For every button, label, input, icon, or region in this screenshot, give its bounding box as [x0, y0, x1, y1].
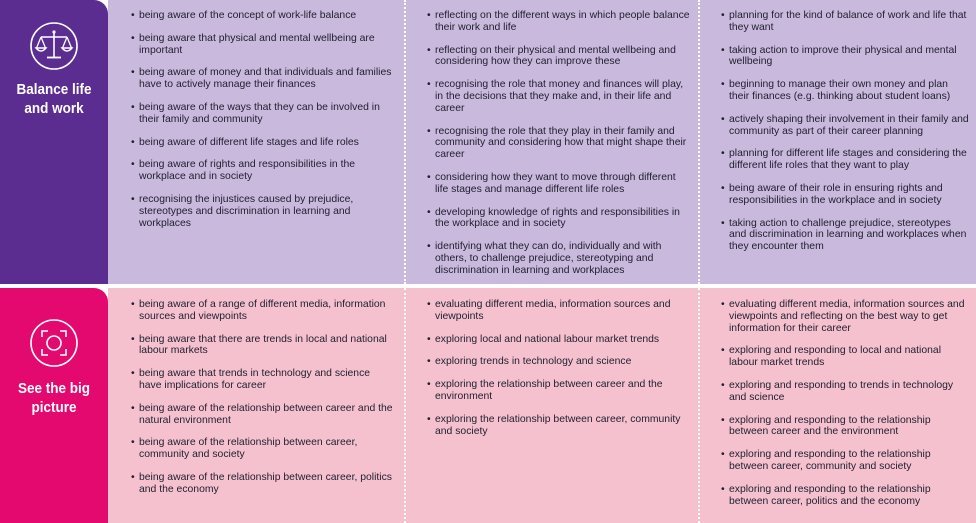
scales-icon [28, 20, 80, 72]
list-item: • exploring and responding to trends in technology and science [722, 380, 970, 404]
picture-content [108, 288, 976, 523]
list-item: • being aware of the ways that they can be involved in their family and community [132, 102, 394, 126]
list-item: • evaluating different media, information sources and viewpoints and reflecting on the best way to get information for their career [722, 299, 970, 334]
list-item: • being aware of a range of different media, information sources and viewpoints [132, 299, 394, 323]
list-item: • exploring and responding to local and national labour market trends [722, 345, 970, 369]
big-picture-section [0, 288, 976, 523]
list-item: • identifying what they can do, individually and with others, to challenge prejudice, stereotyping and discrimination in learning and workplaces [428, 241, 690, 276]
list-item: • exploring trends in technology and science [428, 356, 690, 368]
balance-title: Balance life and work [16, 81, 92, 117]
list-item: • being aware of their role in ensuring rights and responsibilities in the workplace and in society [722, 183, 970, 207]
list-item: • being aware of rights and responsibilities in the workplace and in society [132, 159, 394, 183]
balance-side-panel [0, 0, 108, 284]
picture-title: See the big picture [17, 380, 91, 416]
list-item: • being aware of money and that individuals and families have to actively manage their finances [132, 67, 394, 91]
balance-column-1 [108, 0, 402, 284]
list-item: • reflecting on their physical and mental wellbeing and considering how they can improve these [428, 45, 690, 69]
list-item: • being aware of the relationship between career, community and society [132, 437, 394, 461]
list-item: • developing knowledge of rights and responsibilities in the workplace and in society [428, 207, 690, 231]
list-item: • exploring local and national labour market trends [428, 334, 690, 346]
picture-column-1 [108, 288, 402, 523]
picture-side-panel [0, 288, 108, 523]
picture-column-2 [404, 288, 698, 523]
list-item: • being aware of the relationship between career, politics and the economy [132, 472, 394, 496]
list-item: • being aware of the relationship between career and the natural environment [132, 403, 394, 427]
list-item: • taking action to challenge prejudice, stereotypes and discrimination in learning and workplaces when they encounter them [722, 218, 970, 253]
balance-column-3 [698, 0, 976, 284]
list-item: • exploring and responding to the relationship between career, politics and the economy [722, 484, 970, 508]
list-item: • actively shaping their involvement in their family and community as part of their career planning [722, 114, 970, 138]
list-item: • considering how they want to move through different life stages and manage different life roles [428, 172, 690, 196]
list-item: • being aware that there are trends in local and national labour markets [132, 334, 394, 358]
list-item: • planning for the kind of balance of work and life that they want [722, 10, 970, 34]
list-item: • beginning to manage their own money and plan their finances (e.g. thinking about student loans) [722, 79, 970, 103]
list-item: • exploring the relationship between career, community and society [428, 414, 690, 438]
list-item: • recognising the role that money and finances will play, in the decisions that they make and, in their life and career [428, 79, 690, 114]
list-item: • exploring and responding to the relationship between career, community and society [722, 449, 970, 473]
list-item: • exploring the relationship between career and the environment [428, 379, 690, 403]
list-item: • being aware that trends in technology and science have implications for career [132, 368, 394, 392]
list-item: • being aware of the concept of work-life balance [132, 10, 394, 22]
list-item: • recognising the role that they play in their family and community and considering how that might shape their career [428, 126, 690, 161]
list-item: • being aware of different life stages and life roles [132, 137, 394, 149]
balance-content [108, 0, 976, 284]
focus-frame-icon [28, 317, 80, 369]
list-item: • planning for different life stages and considering the different life roles that they want to play [722, 148, 970, 172]
picture-column-3 [698, 288, 976, 523]
list-item: • reflecting on the different ways in which people balance their work and life [428, 10, 690, 34]
list-item: • taking action to improve their physical and mental wellbeing [722, 45, 970, 69]
balance-column-2 [404, 0, 698, 284]
list-item: • being aware that physical and mental wellbeing are important [132, 33, 394, 57]
list-item: • exploring and responding to the relationship between career and the environment [722, 415, 970, 439]
list-item: • evaluating different media, information sources and viewpoints [428, 299, 690, 323]
list-item: • recognising the injustices caused by prejudice, stereotypes and discrimination in learning and workplaces [132, 194, 394, 229]
